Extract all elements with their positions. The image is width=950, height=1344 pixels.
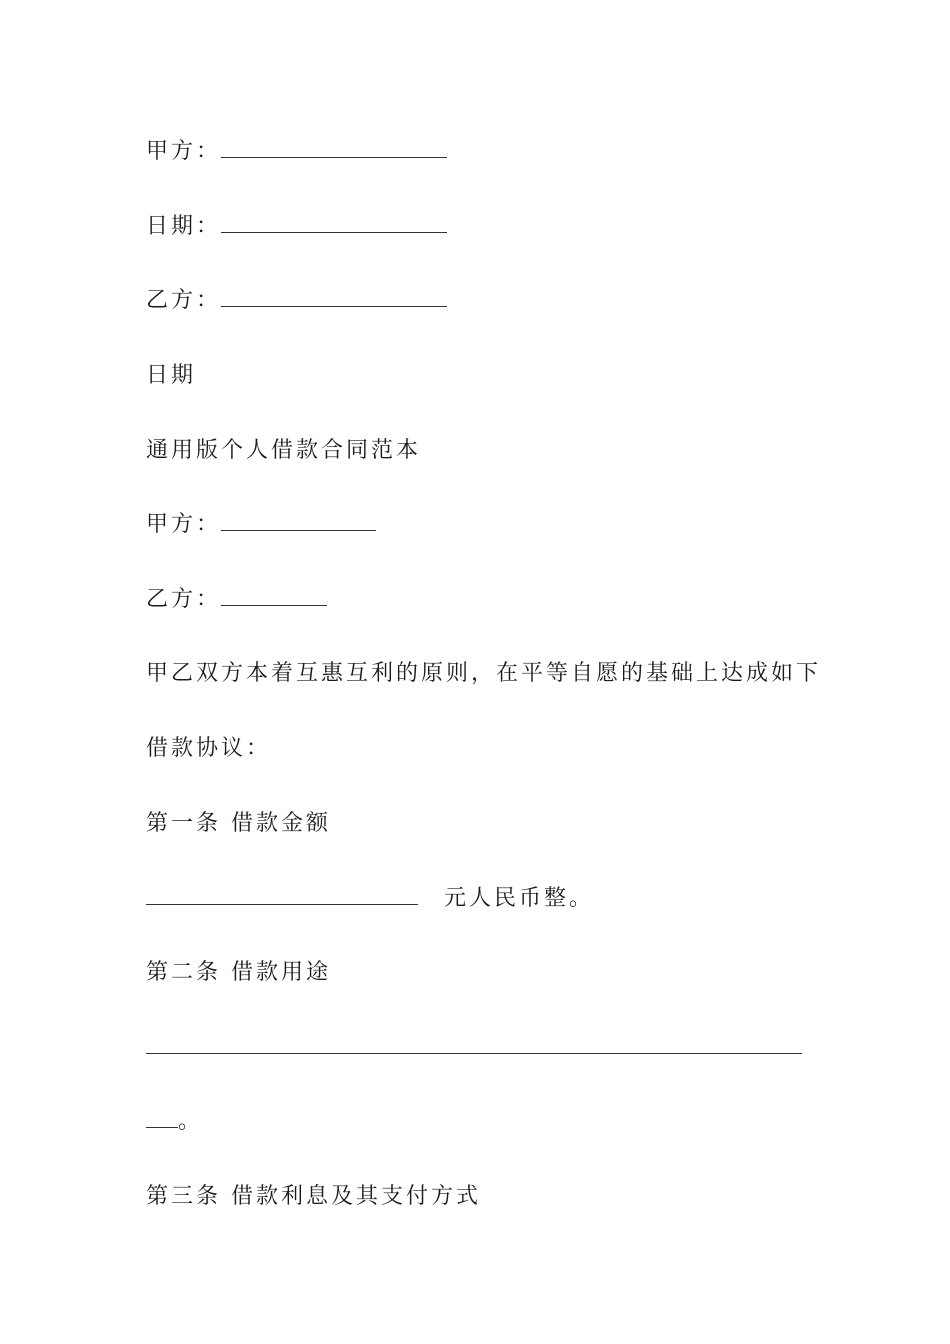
header-party-a-row [146, 137, 447, 167]
article-3-heading: 第三条 借款利息及其支付方式 [146, 1184, 481, 1209]
header-party-a-label: 甲方： [146, 139, 222, 164]
purpose-end-mark: 。 [178, 1109, 204, 1134]
article-1-heading: 第一条 借款金额 [146, 811, 331, 836]
loan-purpose-continuation-row [146, 1107, 203, 1137]
article-1-amount-row [146, 884, 594, 914]
date-line: 日期 [146, 363, 197, 388]
header-party-a-blank[interactable] [221, 139, 447, 158]
loan-purpose-blank-continued[interactable] [146, 1109, 178, 1128]
party-b-label: 乙方： [146, 587, 222, 612]
party-b-blank[interactable] [221, 587, 327, 606]
loan-purpose-row [146, 1033, 802, 1063]
party-a-label: 甲方： [146, 512, 222, 537]
document-title: 通用版个人借款合同范本 [146, 438, 422, 463]
header-date-blank[interactable] [221, 214, 447, 233]
party-b-row [146, 585, 327, 615]
header-date-row [146, 212, 447, 242]
header-party-b-label: 乙方： [146, 288, 222, 313]
intro-paragraph-line-2: 借款协议： [146, 736, 272, 761]
amount-suffix: 元人民币整。 [444, 886, 595, 911]
header-party-b-row [146, 286, 447, 316]
loan-purpose-blank[interactable] [146, 1035, 802, 1054]
header-party-b-blank[interactable] [221, 288, 447, 307]
header-date-label: 日期： [146, 214, 222, 239]
intro-paragraph-line-1: 甲乙双方本着互惠互利的原则，在平等自愿的基础上达成如下 [146, 661, 822, 686]
party-a-row [146, 510, 376, 540]
party-a-blank[interactable] [221, 512, 376, 531]
article-2-heading: 第二条 借款用途 [146, 960, 331, 985]
loan-amount-blank[interactable] [146, 886, 418, 905]
